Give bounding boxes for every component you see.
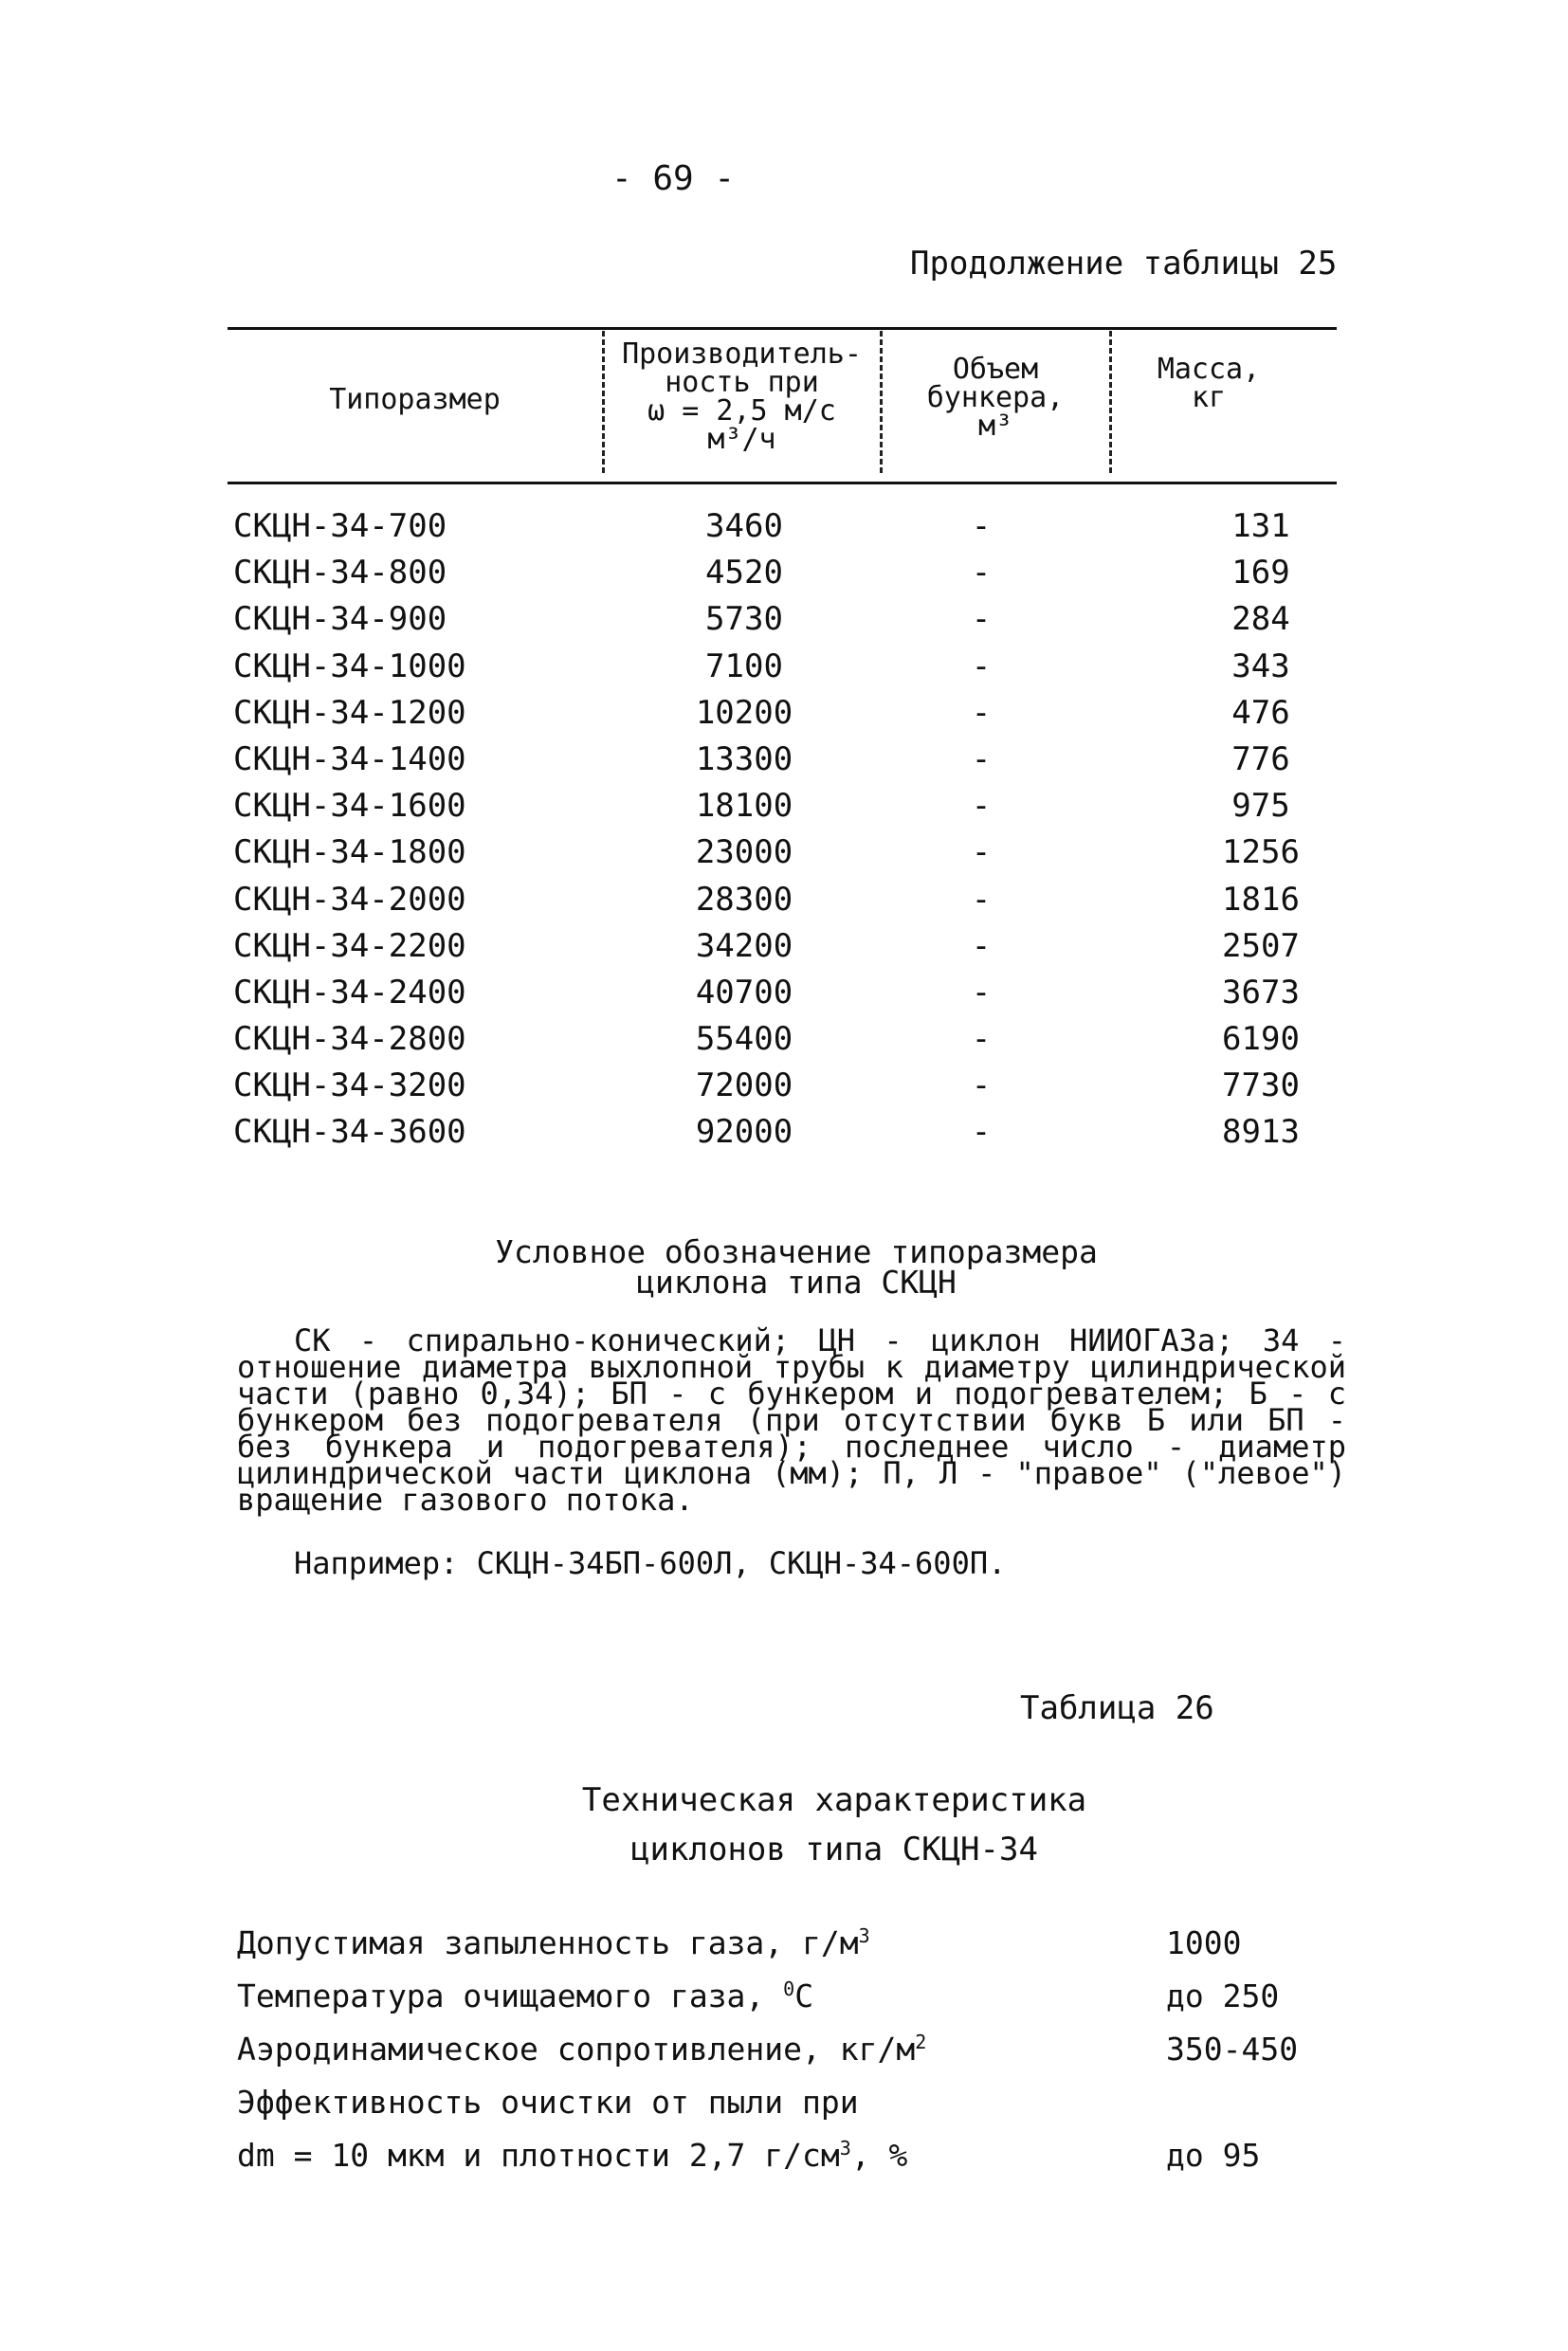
spec-label: Допустимая запыленность газа, $г/м^3$: [237, 1924, 870, 1961]
table-row: [228, 881, 1337, 927]
table-row: [228, 927, 1337, 974]
designation-heading: [341, 1233, 1251, 1301]
table-row: [228, 694, 1337, 740]
header-capacity: Производитель- ность при ω = 2,5 м/с м³/ч: [622, 337, 862, 456]
column-separator: [1109, 331, 1112, 473]
cell-volume: -: [971, 787, 992, 826]
column-separator: [880, 331, 883, 473]
cell-capacity: 7100: [705, 647, 783, 685]
cell-type: СКЦН-34-1000: [233, 647, 466, 685]
cell-type: СКЦН-34-2000: [233, 880, 466, 919]
cell-mass: 6190: [1222, 1020, 1300, 1059]
header-mass: Масса, кг: [1157, 353, 1261, 414]
spec-row: [237, 2084, 1337, 2137]
spec-label: Аэродинамическое сопротивление, $кг/м^2$: [237, 2031, 927, 2068]
table-26-title-line: Техническая характеристика: [581, 1781, 1087, 1819]
spec-label: Эффективность очистки от пыли при: [237, 2084, 859, 2121]
table-26-title: [379, 1776, 1289, 1874]
table-26: [237, 1924, 1337, 2190]
cell-capacity: 18100: [695, 787, 793, 826]
cell-capacity: 72000: [695, 1066, 793, 1105]
table-row: [228, 1020, 1337, 1066]
cell-capacity: 55400: [695, 1020, 793, 1059]
cell-volume: -: [971, 739, 992, 778]
cell-capacity: 28300: [695, 880, 793, 919]
cell-capacity: 23000: [695, 833, 793, 872]
cell-capacity: 4520: [705, 554, 783, 592]
cell-type: СКЦН-34-700: [233, 507, 447, 545]
cell-capacity: 3460: [705, 507, 783, 545]
cell-volume: -: [971, 1113, 992, 1152]
cell-type: СКЦН-34-2200: [233, 926, 466, 965]
cell-capacity: 34200: [695, 926, 793, 965]
spec-row: [237, 2031, 1337, 2084]
cell-volume: -: [971, 926, 992, 965]
cell-capacity: 5730: [705, 600, 783, 639]
spec-row: [237, 2137, 1337, 2190]
cell-type: СКЦН-34-1600: [233, 787, 466, 826]
cell-volume: -: [971, 833, 992, 872]
designation-paragraph: СК - спирально-конический; ЦН - циклон НИИОГАЗа; 34 - отношение диаметра выхлопной трубы к диаметру цилиндрической части (равно 0,34); БП - с бункером и подогревателем; Б - с бункером без подогревателя (при отсутствии букв Б или БП - без бункера и подогревателя); последнее число - диаметр цилиндрической части циклона (мм); П, Л - "правое" ("левое") вращение газового потока.: [237, 1322, 1346, 1518]
cell-mass: 1256: [1222, 833, 1300, 872]
cell-volume: -: [971, 600, 992, 639]
cell-mass: 476: [1231, 693, 1290, 732]
table-row: [228, 554, 1337, 600]
cell-type: СКЦН-34-2800: [233, 1020, 466, 1059]
cell-type: СКЦН-34-3200: [233, 1066, 466, 1105]
cell-type: СКЦН-34-1800: [233, 833, 466, 872]
table-26-title-line: циклонов типа СКЦН-34: [630, 1831, 1038, 1868]
designation-example: Например: СКЦН-34БП-600Л, СКЦН-34-600П.: [294, 1545, 1007, 1581]
cell-mass: 2507: [1222, 926, 1300, 965]
cell-volume: -: [971, 1066, 992, 1105]
cell-type: СКЦН-34-3600: [233, 1113, 466, 1152]
cell-type: СКЦН-34-800: [233, 554, 447, 592]
cell-mass: 131: [1231, 507, 1290, 545]
cell-volume: -: [971, 1020, 992, 1059]
cell-mass: 8913: [1222, 1113, 1300, 1152]
designation-heading-line: Условное обозначение типоразмера: [495, 1233, 1098, 1270]
cell-mass: 169: [1231, 554, 1290, 592]
spec-value: до 95: [1166, 2137, 1261, 2174]
table-25-body: [228, 507, 1337, 1160]
cell-capacity: 13300: [695, 739, 793, 778]
header-type: Типоразмер: [329, 383, 501, 416]
table-row: [228, 600, 1337, 647]
cell-capacity: 40700: [695, 973, 793, 1011]
cell-mass: 284: [1231, 600, 1290, 639]
cell-mass: 1816: [1222, 880, 1300, 919]
cell-volume: -: [971, 647, 992, 685]
table-top-rule: [228, 327, 1337, 330]
cell-capacity: 10200: [695, 693, 793, 732]
cell-volume: -: [971, 973, 992, 1011]
spec-label: dm = 10 мкм и плотности 2,7 $г/см^3$, %: [237, 2137, 908, 2174]
column-separator: [602, 331, 605, 473]
table-row: [228, 1066, 1337, 1113]
table-row: [228, 1113, 1337, 1159]
header-volume: Объем бункера, м³: [926, 353, 1065, 443]
continuation-title: Продолжение таблицы 25: [910, 245, 1338, 282]
cell-volume: -: [971, 507, 992, 545]
designation-heading-line: циклона типа СКЦН: [636, 1264, 957, 1301]
table-row: [228, 740, 1337, 787]
table-row: [228, 974, 1337, 1020]
cell-type: СКЦН-34-1400: [233, 739, 466, 778]
table-row: [228, 507, 1337, 554]
table-row: [228, 833, 1337, 880]
spec-label: Температура очищаемого газа, $^0$С: [237, 1977, 814, 2014]
cell-volume: -: [971, 880, 992, 919]
cell-mass: 3673: [1222, 973, 1300, 1011]
spec-value: до 250: [1166, 1977, 1280, 2014]
table-26-label: Таблица 26: [1020, 1689, 1214, 1727]
page-number: - 69 -: [611, 159, 736, 198]
table-row: [228, 787, 1337, 833]
cell-mass: 776: [1231, 739, 1290, 778]
cell-mass: 7730: [1222, 1066, 1300, 1105]
cell-type: СКЦН-34-2400: [233, 973, 466, 1011]
table-header-rule: [228, 482, 1337, 484]
spec-value: 350-450: [1166, 2031, 1299, 2068]
cell-volume: -: [971, 554, 992, 592]
table-row: [228, 647, 1337, 694]
spec-row: [237, 1924, 1337, 1977]
cell-type: СКЦН-34-1200: [233, 693, 466, 732]
cell-mass: 975: [1231, 787, 1290, 826]
cell-volume: -: [971, 693, 992, 732]
cell-mass: 343: [1231, 647, 1290, 685]
cell-capacity: 92000: [695, 1113, 793, 1152]
cell-type: СКЦН-34-900: [233, 600, 447, 639]
spec-row: [237, 1977, 1337, 2031]
spec-value: 1000: [1166, 1924, 1242, 1961]
